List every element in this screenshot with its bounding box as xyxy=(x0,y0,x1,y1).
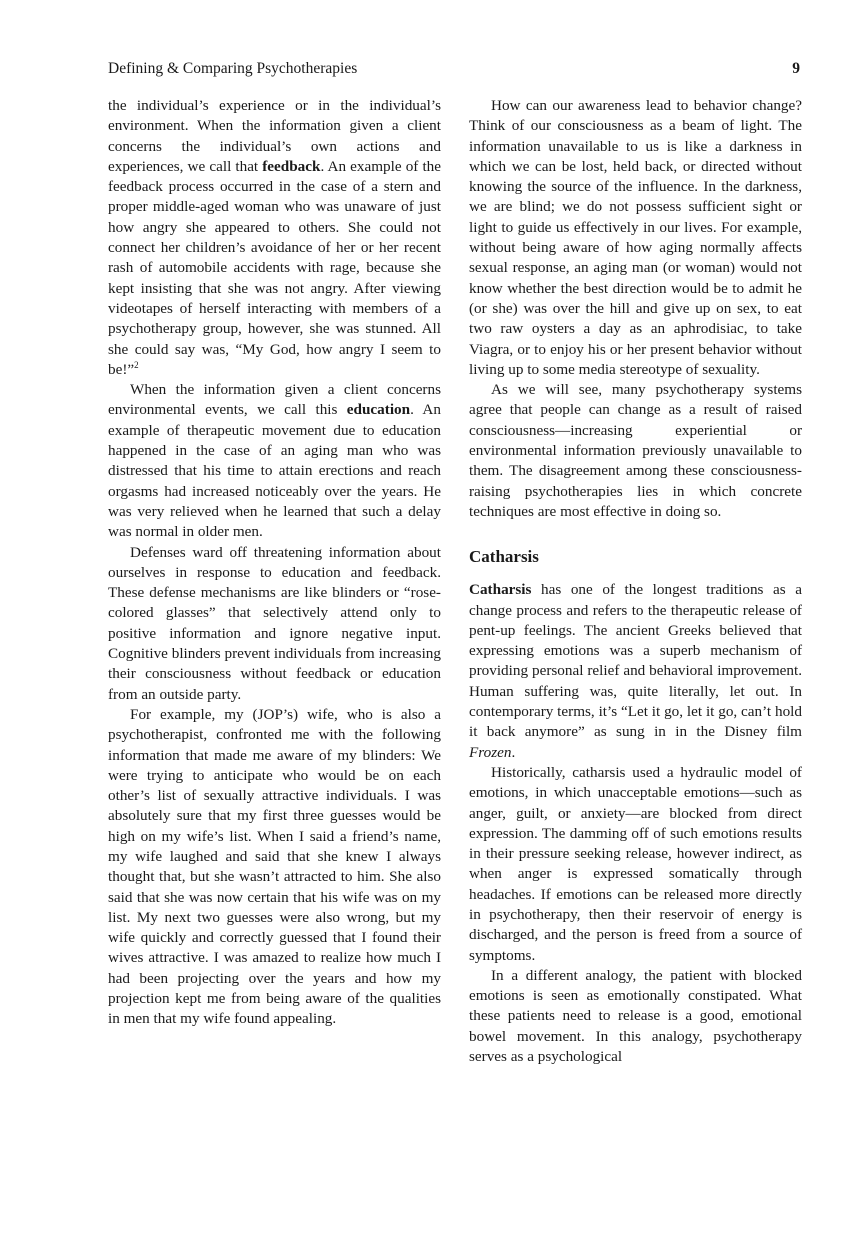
left-column xyxy=(108,96,441,1030)
paragraph-example: For example, my (JOP’s) wife, who is also a psychotherapist, confronted me with the following information that made me aware of my blinders: We were trying to anticipate who would be on each other’s list of sexually attractive individuals. I was absolutely sure that my first three guesses would be high on my wife’s list. When I said a friend’s name, my wife laughed and said that she knew I always thought that, but she wasn’t attracted to him. She also said that she was now certain that his wife was on my list. My next two guesses were also wrong, but my wife quickly and correctly guessed that I found their wives attractive. I was amazed to realize how much I had been projecting over the years and how my projection kept me from being aware of the qualities in men that my wife found appealing. xyxy=(108,705,441,1028)
paragraph-feedback xyxy=(108,96,441,380)
paragraph-analogy: In a different analogy, the patient with blocked emotions is seen as emotionally constipated. What these patients need to release is a good, emotional bowel movement. In this analogy, psychotherapy serves as a psychological xyxy=(469,966,802,1066)
term-catharsis: Catharsis xyxy=(469,581,532,599)
paragraph-catharsis xyxy=(469,580,802,763)
paragraph-education xyxy=(108,380,441,542)
running-title: Defining & Comparing Psychotherapies xyxy=(108,60,358,77)
term-education: education xyxy=(346,401,411,419)
page-number: 9 xyxy=(792,60,800,77)
text-run: . An example of therapeutic movement due to education happened in the case of an aging man who was distressed that his time to attain erections and reach orgasms had increased noticeably over the years. He was very relieved when he learned that such a delay was normal in older men. xyxy=(108,401,441,541)
text-run: the individual’s experience or in the individual’s environment. When the information given a client concerns the individual’s own actions and experiences, we call that xyxy=(108,97,441,175)
running-head xyxy=(108,60,800,78)
term-feedback: feedback xyxy=(262,157,321,175)
text-run: . xyxy=(511,743,516,761)
footnote-ref: 2 xyxy=(134,359,139,370)
film-title: Frozen xyxy=(469,743,512,761)
text-run: When the information given a client concerns environmental events, we call this xyxy=(108,381,441,419)
paragraph-hydraulic-model: Historically, catharsis used a hydraulic model of emotions, in which unacceptable emotions—such as anger, guilt, or anxiety—are blocked from direct expression. The damming off of such emotions results in their pressure seeking release, however indirect, as when anger is expressed somatically through headaches. If emotions can be released more directly in psychotherapy, then their reservoir of energy is discharged, and the person is freed from a source of symptoms. xyxy=(469,763,802,964)
text-run: . An example of the feedback process occurred in the case of a stern and proper middle-aged woman who was unaware of just how angry she appeared to others. She could not connect her children’s avoidance of her or her recent rash of automobile accidents with rage, because she kept insisting that she was not angry. After viewing videotapes of herself interacting with members of a psychotherapy group, however, she was stunned. All she could say was, “My God, how angry I seem to be!” xyxy=(108,157,442,378)
text-run: has one of the longest traditions as a change process and refers to the therapeutic release of pent-up feelings. The ancient Greeks believed that expressing emotions was a superb mechanism of providing personal relief and behavioral improvement. Human suffering was, quite literally, let out. In contemporary terms, it’s “Let it go, let it go, can’t hold it back anymore” as sung in in the Disney film xyxy=(469,581,802,741)
right-column xyxy=(469,96,802,1067)
paragraph-consciousness: As we will see, many psychotherapy systems agree that people can change as a result of raised consciousness—increasing experiential or environmental information previously unavailable to them. The disagreement among these consciousness-raising psychotherapies lies in which concrete techniques are most effective in doing so. xyxy=(469,381,802,520)
paragraph-awareness: How can our awareness lead to behavior change? Think of our consciousness as a beam of light. The information unavailable to us is like a darkness in which we can be lost, held back, or directed without knowing the source of the influence. In the darkness, we are blind; we do not possess sufficient sight or light to guide us effectively in our lives. For example, without being aware of how aging normally affects sexual response, an aging man (or woman) would not know whether the best direction would be to admit he (or she) was over the hill and give up on sex, to eat two raw oysters a day as an aphrodisiac, to take Viagra, or to enjoy his or her present behavior without living up to some media stereotype of sexuality. xyxy=(469,97,802,378)
paragraph-defenses: Defenses ward off threatening information about ourselves in response to education and feedback. These defense mechanisms are like blinders or “rose-colored glasses” that selectively attend only to positive information and ignore negative input. Cognitive blinders prevent individuals from increasing their consciousness without feedback or education from an outside party. xyxy=(108,543,441,703)
section-heading-catharsis: Catharsis xyxy=(469,547,539,567)
